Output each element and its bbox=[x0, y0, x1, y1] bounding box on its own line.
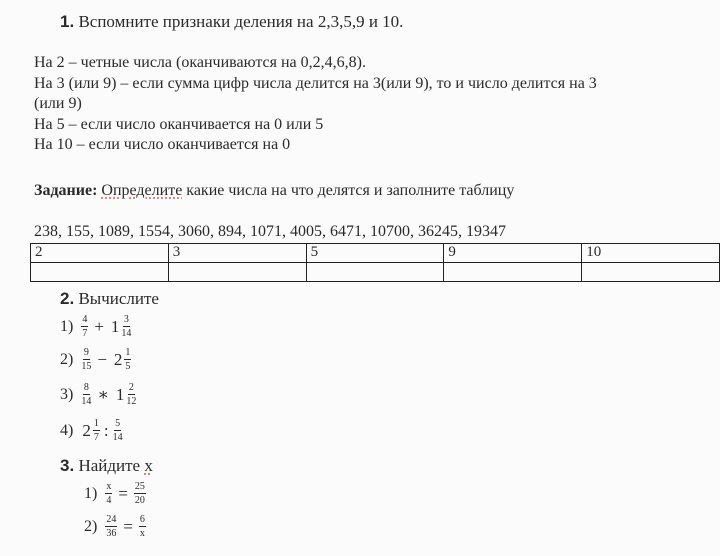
whole-part: 2 bbox=[82, 420, 91, 440]
table-header-row bbox=[31, 244, 720, 263]
numerator: 1 bbox=[93, 418, 99, 429]
assignment-label: Задание: bbox=[34, 182, 98, 199]
denominator: 36 bbox=[106, 528, 117, 539]
fraction bbox=[126, 382, 136, 407]
expression-2-3 bbox=[60, 382, 138, 407]
item-label: 2) bbox=[60, 350, 74, 368]
answer-cell-10[interactable] bbox=[582, 263, 720, 282]
answer-cell-3[interactable] bbox=[168, 263, 306, 282]
table-answer-row bbox=[31, 263, 720, 282]
rule-line-1: На 2 – четные числа (оканчиваются на 0,2,4,6,8). bbox=[34, 54, 366, 71]
fraction bbox=[113, 418, 123, 443]
denominator: 14 bbox=[121, 328, 132, 339]
expression-2-2 bbox=[60, 347, 133, 372]
fraction bbox=[105, 481, 112, 506]
numerator: 9 bbox=[83, 347, 89, 358]
fraction bbox=[81, 382, 91, 407]
denominator: 20 bbox=[134, 495, 145, 506]
answer-cell-9[interactable] bbox=[444, 263, 582, 282]
operator: + bbox=[94, 316, 104, 336]
task1-number: 1. bbox=[60, 12, 75, 31]
denominator: 12 bbox=[126, 396, 137, 407]
fraction bbox=[81, 314, 88, 339]
equation-3-2 bbox=[84, 514, 148, 539]
operator: = bbox=[123, 516, 133, 536]
fraction bbox=[81, 347, 91, 372]
task3-title: Найдите bbox=[78, 456, 141, 475]
numerator: 5 bbox=[115, 418, 121, 429]
assignment-word: Определите bbox=[101, 182, 183, 199]
rule-line-3: (или 9) bbox=[34, 95, 82, 112]
numerator: 3 bbox=[123, 314, 129, 325]
fraction bbox=[124, 347, 131, 372]
header-cell-2: 2 bbox=[31, 244, 169, 263]
numerator: 1 bbox=[125, 347, 131, 358]
numerator: 4 bbox=[82, 314, 88, 325]
operator: = bbox=[118, 483, 128, 503]
task2-heading bbox=[60, 289, 159, 309]
denominator: 4 bbox=[106, 495, 112, 506]
item-label: 4) bbox=[60, 421, 74, 439]
item-label: 3) bbox=[60, 385, 74, 403]
header-cell-9: 9 bbox=[444, 244, 582, 263]
header-cell-10: 10 bbox=[582, 244, 720, 263]
whole-part: 2 bbox=[113, 349, 123, 369]
rule-line-4: На 5 – если число оканчивается на 0 или 5 bbox=[34, 116, 324, 133]
header-cell-5: 5 bbox=[306, 244, 444, 263]
numerator: 2 bbox=[128, 382, 134, 393]
denominator: x bbox=[139, 528, 145, 539]
answer-cell-2[interactable] bbox=[31, 263, 169, 282]
item-label: 1) bbox=[84, 484, 98, 502]
numerator: x bbox=[106, 481, 112, 492]
operator: ∗ bbox=[97, 384, 109, 404]
task2-number: 2. bbox=[60, 289, 75, 308]
item-label: 2) bbox=[84, 517, 98, 535]
task3-heading bbox=[60, 456, 153, 476]
denominator: 7 bbox=[93, 432, 99, 443]
fraction bbox=[105, 514, 117, 539]
item-label: 1) bbox=[60, 317, 74, 335]
assignment-line bbox=[34, 181, 514, 200]
answer-cell-5[interactable] bbox=[306, 263, 444, 282]
rule-line-5: На 10 – если число оканчивается на 0 bbox=[34, 136, 291, 153]
task2-title: Вычислите bbox=[78, 289, 159, 308]
task3-number: 3. bbox=[60, 456, 75, 475]
operator: : bbox=[103, 420, 109, 440]
denominator: 14 bbox=[112, 432, 123, 443]
equation-3-1 bbox=[84, 481, 148, 506]
whole-part: 1 bbox=[115, 384, 125, 404]
task3-variable: х bbox=[144, 456, 153, 475]
assignment-text: какие числа на что делятся и заполните таблицу bbox=[182, 182, 515, 199]
numerator: 24 bbox=[106, 514, 117, 525]
denominator: 7 bbox=[82, 328, 88, 339]
denominator: 14 bbox=[81, 396, 92, 407]
task1-title: Вспомните признаки деления на 2,3,5,9 и 10. bbox=[78, 12, 404, 31]
denominator: 15 bbox=[81, 361, 92, 372]
task1-heading bbox=[60, 12, 403, 32]
numerator: 6 bbox=[139, 514, 145, 525]
numerator: 8 bbox=[83, 382, 89, 393]
denominator: 5 bbox=[125, 361, 131, 372]
whole-part: 1 bbox=[110, 316, 120, 336]
numbers-list: 238, 155, 1089, 1554, 3060, 894, 1071, 4005, 6471, 10700, 36245, 19347 bbox=[34, 223, 506, 240]
expression-2-4 bbox=[60, 418, 125, 443]
expression-2-1 bbox=[60, 314, 133, 339]
rule-line-2: На 3 (или 9) – если сумма цифр числа делится на 3(или 9), то и число делится на 3 bbox=[34, 75, 597, 92]
numerator: 25 bbox=[134, 481, 145, 492]
operator: − bbox=[97, 349, 107, 369]
fraction bbox=[134, 481, 146, 506]
header-cell-3: 3 bbox=[168, 244, 306, 263]
fraction bbox=[93, 418, 100, 443]
divisibility-table bbox=[30, 243, 720, 282]
fraction bbox=[139, 514, 146, 539]
fraction bbox=[121, 314, 131, 339]
